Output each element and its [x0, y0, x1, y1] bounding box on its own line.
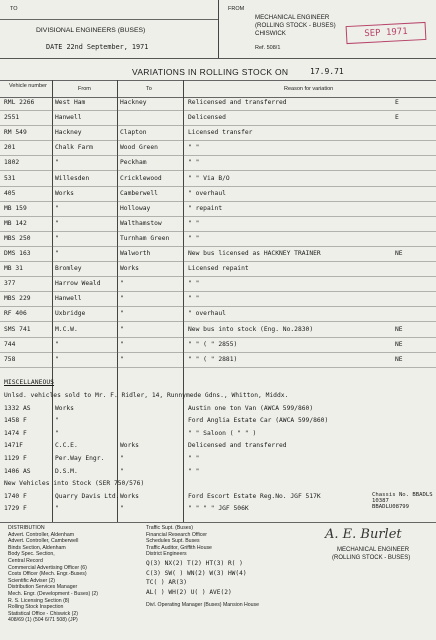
distribution-entry: DISTRIBUTION	[8, 525, 45, 531]
from-location: Willesden	[55, 174, 90, 182]
from-location: M.C.W.	[55, 325, 78, 333]
variation-reason: Licensed transfer	[188, 129, 253, 137]
distribution-entry: Binds Section, Aldenham	[8, 544, 66, 551]
variation-reason: Licensed repaint	[188, 265, 249, 273]
to-location: "	[120, 455, 124, 462]
vehicle-number: 1729 F	[4, 505, 27, 513]
from-location: Bromley	[55, 265, 82, 273]
distribution-entry: C(3) SW( ) WN(2) W(3) HW(4)	[146, 569, 247, 577]
distribution-entry: Rolling Stock Inspection	[8, 604, 64, 611]
row-rule	[0, 201, 436, 202]
variation-reason: " "	[188, 144, 200, 152]
distribution-list-2	[146, 525, 259, 609]
to-location: "	[120, 467, 124, 475]
distribution-list-1	[8, 525, 98, 624]
from-location: West Ham	[55, 99, 86, 106]
misc-note: New Vehicles into Stock (SER 750/576)	[4, 480, 145, 488]
vehicle-number: MB 159	[4, 204, 27, 212]
division-mark: NE	[395, 340, 403, 348]
variation-reason: " " ( " 2881)	[188, 355, 238, 363]
from-location: Uxbridge	[55, 310, 86, 318]
vehicle-number: MBS 250	[4, 234, 31, 242]
to-location: "	[120, 355, 124, 363]
document-date: 17.9.71	[310, 67, 344, 76]
from-line2: (ROLLING STOCK - BUSES)	[255, 22, 336, 29]
division-mark: E	[395, 114, 399, 122]
row-rule	[0, 321, 436, 322]
to-location: "	[120, 325, 124, 333]
to-location: "	[120, 340, 124, 348]
vehicle-number: 1802	[4, 159, 20, 167]
distribution-entry: Body Spec. Section,	[8, 551, 55, 558]
from-label: FROM	[228, 6, 245, 12]
to-location: "	[120, 280, 124, 288]
to-location: Walthamstow	[120, 219, 162, 227]
from-location: "	[55, 505, 59, 513]
vehicle-number: MB 142	[4, 219, 27, 227]
distribution-entry: Commercial Advertising Officer (6)	[8, 564, 87, 571]
col-header-vehicle: Vehicle number	[9, 83, 47, 89]
variation-reason: " overhaul	[188, 189, 226, 197]
distribution-entry: Financial Research Officer	[146, 531, 208, 538]
table-bottom-rule	[0, 522, 436, 523]
table-top-rule	[0, 80, 436, 81]
vehicle-number: 531	[4, 174, 16, 182]
distribution-entry: Distribution Services Manager	[8, 584, 78, 591]
vehicle-number: DMS 163	[4, 250, 31, 257]
from-location: C.C.E.	[55, 442, 78, 450]
to-location: Holloway	[120, 204, 151, 212]
from-location: Hackney	[55, 129, 82, 137]
from-location: Chalk Farm	[55, 144, 93, 152]
distribution-entry: Central Record	[8, 557, 43, 564]
vehicle-number: 744	[4, 340, 16, 348]
vehicle-number: 1406 AS	[4, 467, 31, 475]
to-location: Cricklewood	[120, 174, 162, 182]
distribution-entry: Statistical Office - Chiswick (2)	[8, 610, 78, 617]
distribution-entry: Traffic Auditor, Griffith House	[146, 544, 212, 551]
variation-reason: Austin one ton Van (AWCA 599/860)	[188, 404, 314, 412]
memo-date: DATE 22nd September, 1971	[46, 43, 149, 51]
variation-reason: Relicensed and transferred	[188, 99, 287, 106]
vehicle-number: 1129 F	[4, 455, 27, 462]
variation-reason: " "	[188, 455, 200, 462]
to-location: Turnham Green	[120, 234, 170, 242]
vehicle-number: 1474 F	[4, 429, 27, 437]
variation-reason: " "	[188, 219, 200, 227]
row-rule	[0, 306, 436, 307]
division-mark: NE	[395, 325, 403, 333]
row-rule	[0, 110, 436, 111]
misc-heading: MISCELLANEOUS	[4, 378, 55, 386]
variation-reason: " " Via B/O	[188, 174, 230, 182]
col-divider-vehicle	[52, 80, 53, 522]
variation-reason: " "	[188, 295, 200, 303]
col-header-to: To	[146, 86, 152, 92]
col-header-from: From	[78, 86, 91, 92]
division-mark: E	[395, 99, 399, 106]
vehicle-number: 1740 F	[4, 492, 27, 500]
vehicle-number: MB 31	[4, 265, 23, 273]
from-location: "	[55, 159, 59, 167]
variation-reason: " overhaul	[188, 310, 226, 318]
variation-reason: Ford Escort Estate Reg.No. JGF 517K	[188, 492, 321, 500]
variation-reason: Delicensed and transferred	[188, 442, 287, 450]
from-line3: CHISWICK	[255, 30, 286, 37]
signatory-department: (ROLLING STOCK - BUSES)	[332, 555, 411, 561]
distribution-entry: Advert. Controller, Aldenham	[8, 531, 75, 538]
distribution-entry: Schedules Supt. Buses	[146, 538, 200, 545]
to-location: Peckham	[120, 159, 147, 167]
vehicle-number: 201	[4, 144, 16, 152]
to-recipient: DIVISIONAL ENGINEERS (BUSES)	[36, 27, 146, 34]
distribution-entry: Q(3) NX(2) T(2) HT(3) R( )	[146, 559, 243, 567]
variation-reason: New bus into stock (Eng. No.2830)	[188, 325, 314, 333]
chassis-number: BBADLU08799	[372, 504, 410, 511]
variation-reason: Ford Anglia Estate Car (AWCA 599/860)	[188, 417, 329, 425]
from-line1: MECHANICAL ENGINEER	[255, 14, 330, 21]
vehicle-number: RM 549	[4, 129, 27, 137]
from-location: D.S.M.	[55, 467, 78, 475]
to-location: Wood Green	[120, 144, 158, 152]
to-location: "	[120, 505, 124, 513]
from-location: "	[55, 234, 59, 242]
to-location: "	[120, 310, 124, 318]
row-rule	[0, 170, 436, 171]
row-rule	[0, 216, 436, 217]
row-rule	[0, 246, 436, 247]
vehicle-number: 1458 F	[4, 417, 27, 425]
from-location: "	[55, 219, 59, 227]
misc-note: Unlsd. vehicles sold to Mr. F. Ridler, 14, Runnymede Gdns., Whitton, Middx.	[4, 392, 289, 399]
variation-reason: New bus licensed as HACKNEY TRAINER	[188, 250, 321, 257]
variation-reason: " "	[188, 159, 200, 167]
from-location: Works	[55, 404, 74, 412]
chassis-number: Chassis No. BBADLS 10387	[372, 491, 433, 504]
from-location: "	[55, 250, 59, 257]
vehicle-number: 1332 AS	[4, 404, 31, 412]
vehicle-number: 1471F	[4, 442, 23, 450]
document-title: VARIATIONS IN ROLLING STOCK ON	[132, 67, 289, 77]
row-rule	[0, 261, 436, 262]
signature: A. E. Burlet	[325, 527, 402, 542]
variation-reason: " "	[188, 467, 200, 475]
from-location: Hanwell	[55, 114, 82, 122]
distribution-entry: District Engineers	[146, 551, 187, 558]
variation-reason: " " ( " 2855)	[188, 340, 238, 348]
from-location: "	[55, 417, 59, 425]
to-location: Clapton	[120, 129, 147, 137]
vehicle-number: 758	[4, 355, 16, 363]
row-rule	[0, 337, 436, 338]
from-location: Harrow Weald	[55, 280, 101, 288]
division-mark: NE	[395, 250, 403, 257]
from-location: "	[55, 204, 59, 212]
distribution-entry: Divl. Operating Manager (Buses) Mansion House	[146, 602, 260, 609]
to-location: Works	[120, 492, 139, 500]
to-label: TO	[10, 6, 18, 12]
to-location: Works	[120, 265, 139, 273]
distribution-entry: Scientific Adviser (2)	[8, 577, 55, 584]
distribution-entry: Mech. Engr. (Development - Buses) (2)	[8, 590, 98, 597]
variation-reason: " repaint	[188, 204, 223, 212]
distribution-entry: Costs Officer (Mech. Engr.-Buses)	[8, 571, 87, 578]
row-rule	[0, 352, 436, 353]
from-location: "	[55, 340, 59, 348]
vehicle-number: 2551	[4, 114, 20, 122]
row-rule	[0, 140, 436, 141]
col-header-reason: Reason for variation	[284, 86, 334, 92]
vehicle-number: MBS 229	[4, 295, 31, 303]
to-location: Hackney	[120, 99, 147, 106]
distribution-entry: TC( ) AR(3)	[146, 579, 187, 587]
vehicle-number: 405	[4, 189, 16, 197]
received-date-stamp: SEP 1971	[346, 22, 427, 44]
row-rule	[0, 155, 436, 156]
row-rule	[0, 276, 436, 277]
row-rule	[0, 291, 436, 292]
from-location: "	[55, 355, 59, 363]
vehicle-number: 377	[4, 280, 16, 288]
variation-reason: Delicensed	[188, 114, 226, 122]
to-location: Camberwell	[120, 189, 158, 197]
variation-reason: " " Saloon ( " " )	[188, 429, 257, 437]
to-location: Walworth	[120, 250, 151, 257]
col-divider-to	[183, 80, 184, 522]
to-location: "	[120, 295, 124, 303]
from-location: "	[55, 429, 59, 437]
variation-reason: " " " " JGF 506K	[188, 505, 249, 513]
header-divider	[218, 0, 219, 58]
variation-reason: " "	[188, 234, 200, 242]
row-rule	[0, 367, 436, 368]
from-location: Hanwell	[55, 295, 82, 303]
signatory-title: MECHANICAL ENGINEER	[337, 547, 410, 553]
col-divider-from	[117, 80, 118, 522]
vehicle-number: SMS 741	[4, 325, 31, 333]
distribution-entry: Advert. Controller, Camberwell	[8, 538, 79, 545]
from-location: Works	[55, 189, 74, 197]
row-rule	[0, 186, 436, 187]
distribution-entry: 408/69 (1) (504 6/71 508) (JP)	[8, 617, 78, 624]
table-header-rule	[0, 97, 436, 98]
vehicle-number: RML 2266	[4, 99, 35, 106]
vehicle-number: RF 406	[4, 310, 27, 318]
division-mark: NE	[395, 355, 403, 363]
row-rule	[0, 125, 436, 126]
variation-reason: " "	[188, 280, 200, 288]
row-rule	[0, 231, 436, 232]
distribution-entry: AL( ) WH(2) U( ) AVE(2)	[146, 588, 232, 596]
distribution-entry: Traffic Supt. (Buses)	[146, 525, 193, 531]
distribution-entry: R. S. Licensing Section (8)	[8, 597, 70, 604]
from-location: Per.Way Engr.	[55, 455, 105, 462]
reference: Ref. 508/1	[255, 45, 281, 51]
from-location: Quarry Davis Ltd.	[55, 492, 120, 500]
header-rule	[0, 19, 218, 20]
to-location: Works	[120, 442, 139, 450]
